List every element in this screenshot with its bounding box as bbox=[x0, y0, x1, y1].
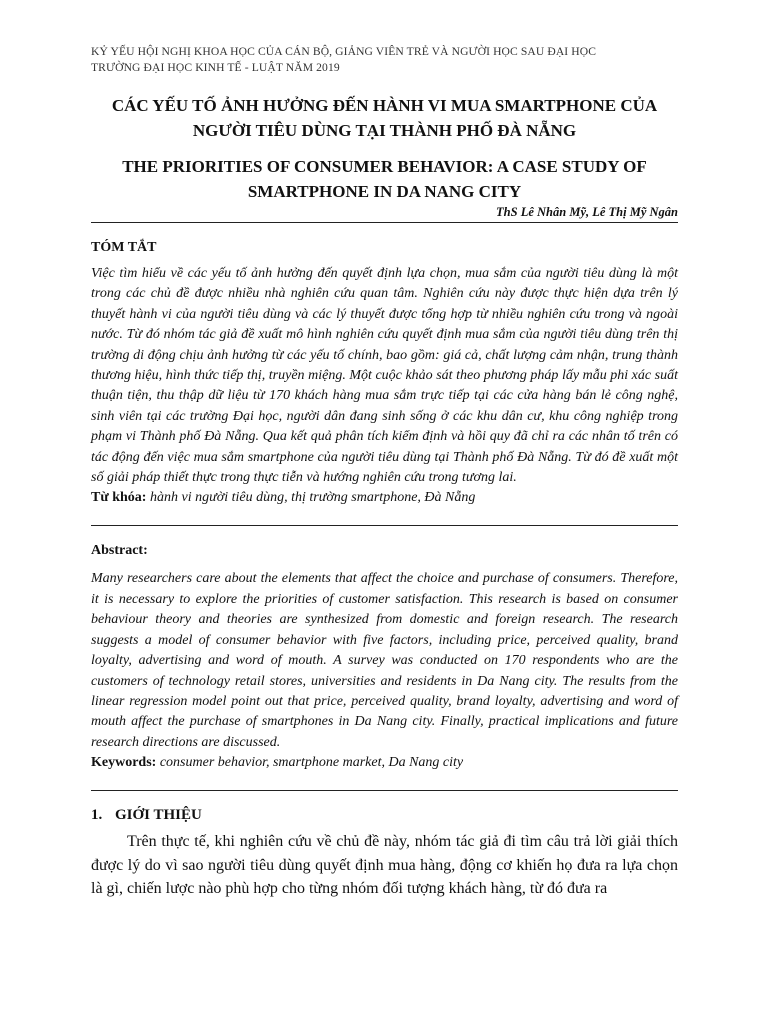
title-english bbox=[91, 154, 678, 204]
title-vi-line-1: CÁC YẾU TỐ ẢNH HƯỞNG ĐẾN HÀNH VI MUA SMARTPHONE CỦA bbox=[111, 96, 658, 115]
section-1-title: GIỚI THIỆU bbox=[115, 807, 202, 824]
conference-header bbox=[91, 44, 678, 76]
tom-tat-paragraph: Việc tìm hiểu về các yếu tố ảnh hưởng đến quyết định lựa chọn, mua sắm của người tiêu dùng là một trong các chủ đề được nhiều nhà nghiên cứu quan tâm. Nghiên cứu này được thực hiện dựa trên lý thuyết hành vi của người tiêu dùng và các lý thuyết được tổng hợp từ nhiều nghiên cứu trong và ngoài nước. Từ đó nhóm tác giả đề xuất mô hình nghiên cứu quyết định mua sắm của người tiêu dùng trên thị trường di động chịu ảnh hưởng từ các yếu tố chính, bao gồm: giá cả, chất lượng cảm nhận, trung thành thương hiệu, hình thức tiếp thị, truyền miệng. Một cuộc khảo sát theo phương pháp lấy mẫu phi xác suất thuận tiện, thu thập dữ liệu từ 170 khách hàng mua sắm trực tiếp tại các cửa hàng bán lẻ công nghệ, sinh viên tại các trường Đại học, người dân đang sinh sống ở các khu dân cư, khu công nghiệp trong phạm vi Thành phố Đà Nẵng. Qua kết quả phân tích kiểm định và hồi quy đã chỉ ra các nhân tố trên có tác động đến việc mua sắm smartphone của người tiêu dùng tại Thành phố Đà Nẵng. Từ đó đề xuất một số giải pháp thiết thực trong thực tiễn và hướng nghiên cứu trong tương lai. bbox=[91, 266, 678, 486]
tu-khoa-values: hành vi người tiêu dùng, thị trường smartphone, Đà Nẵng bbox=[149, 490, 476, 506]
keywords-label: Keywords: bbox=[91, 755, 157, 771]
paper-page bbox=[91, 44, 678, 901]
section-1-paragraph: Trên thực tế, khi nghiên cứu về chủ đề này, nhóm tác giả đi tìm câu trả lời giải thích được lý do vì sao người tiêu dùng quyết định mua hàng, động cơ khiến họ đưa ra lựa chọn là gì, chiến lược nào phù hợp cho từng nhóm đối tượng khách hàng, từ đó đưa ra bbox=[91, 833, 678, 898]
tu-khoa-label: Từ khóa: bbox=[91, 490, 147, 506]
header-line-1: KỶ YẾU HỘI NGHỊ KHOA HỌC CỦA CÁN BỘ, GIẢNG VIÊN TRẺ VÀ NGƯỜI HỌC SAU ĐẠI HỌC bbox=[91, 45, 597, 58]
tu-khoa-line bbox=[91, 488, 678, 508]
section-1-number: 1. bbox=[91, 807, 103, 824]
title-vietnamese bbox=[91, 93, 678, 143]
abstract-heading: Abstract: bbox=[91, 543, 148, 559]
keywords-values: consumer behavior, smartphone market, Da Nang city bbox=[159, 755, 464, 771]
title-en-line-2: SMARTPHONE IN DA NANG CITY bbox=[247, 182, 522, 201]
author-line: ThS Lê Nhân Mỹ, Lê Thị Mỹ Ngân bbox=[91, 204, 678, 223]
section-1-heading bbox=[91, 805, 678, 825]
tom-tat-heading: TÓM TẮT bbox=[91, 240, 157, 255]
section-divider bbox=[91, 790, 678, 791]
abstract-paragraph: Many researchers care about the elements that affect the choice and purchase of consumers. Therefore, it is necessary to explore the priorities of customer satisfaction. This research is based on consumer behaviour theory and theories are synthesized from domestic and foreign research. The research suggests a model of consumer behavior with five factors, including price, perceived quality, brand loyalty, advertising and word of mouth. A survey was conducted on 170 respondents who are the customers of technology retail stores, universities and residents in Da Nang city. The results from the linear regression model point out that price, perceived quality, brand loyalty, advertising and word of mouth affect the purchase of smartphones in Da Nang city. Finally, practical implications and future research directions are discussed. bbox=[91, 571, 678, 750]
title-en-line-1: THE PRIORITIES OF CONSUMER BEHAVIOR: A CASE STUDY OF bbox=[122, 157, 647, 176]
header-line-2: TRƯỜNG ĐẠI HỌC KINH TẾ - LUẬT NĂM 2019 bbox=[91, 61, 340, 74]
keywords-line bbox=[91, 753, 678, 773]
section-divider bbox=[91, 525, 678, 526]
title-vi-line-2: NGƯỜI TIÊU DÙNG TẠI THÀNH PHỐ ĐÀ NẴNG bbox=[192, 121, 577, 140]
